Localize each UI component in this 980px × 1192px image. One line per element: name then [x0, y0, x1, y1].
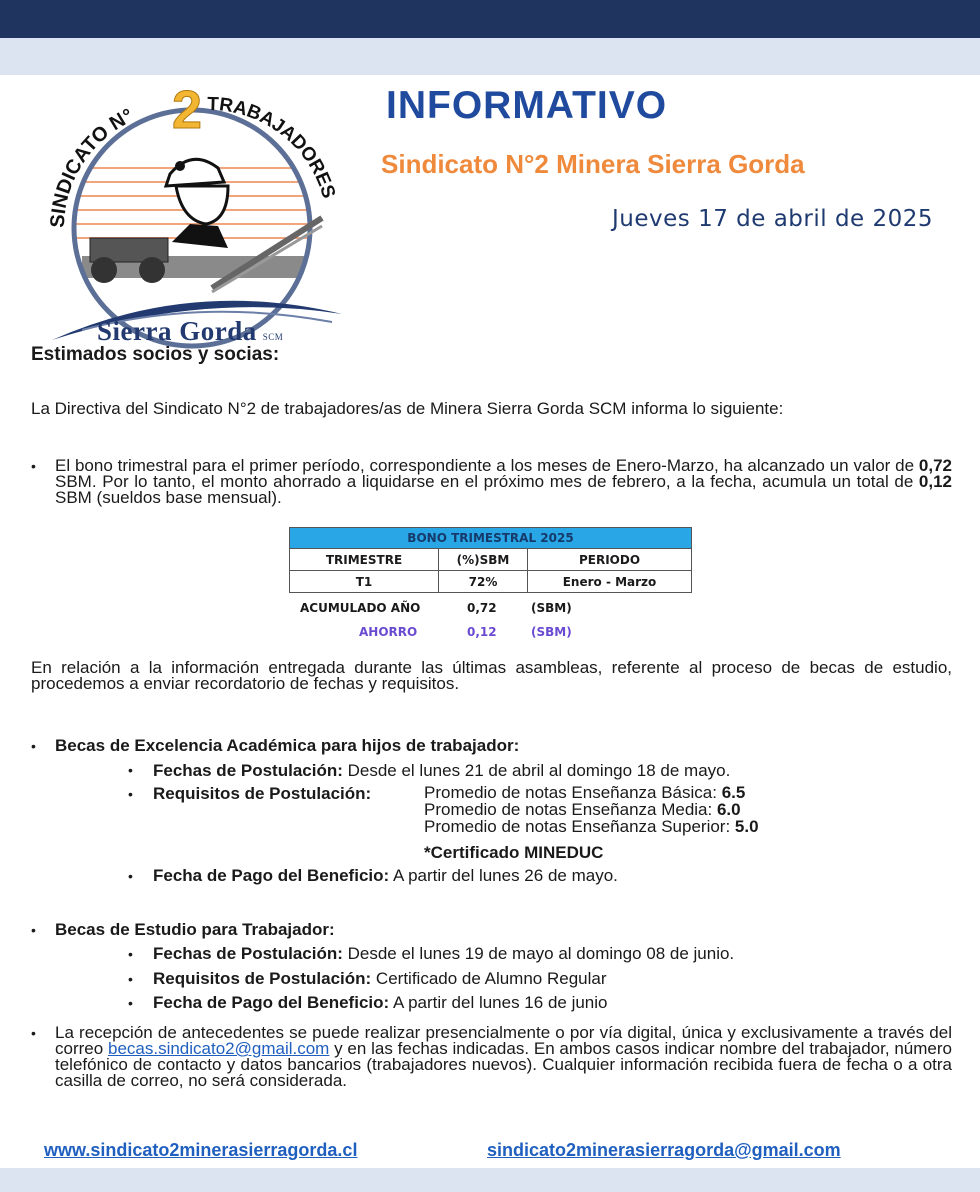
- bullet-icon: •: [31, 738, 36, 754]
- ahorro-value: 0,12: [467, 625, 497, 639]
- acumulado-label: ACUMULADO AÑO: [300, 601, 421, 615]
- bono-paragraph: El bono trimestral para el primer período, correspondiente a los meses de Enero-Marzo, ha alcanzado un valor de 0,72 SBM. Por lo tanto, el monto ahorrado a liquidarse en el próximo mes de febrero, a la fecha, acumula un total de 0,12 SBM (sueldos base mensual).: [55, 456, 952, 507]
- logo-caption: Sierra Gorda SCM: [97, 316, 284, 346]
- excelencia-req-label: Requisitos de Postulación:: [153, 784, 372, 803]
- union-logo: [42, 78, 352, 353]
- logo-number: 2: [172, 80, 203, 140]
- trabajador-title: Becas de Estudio para Trabajador:: [55, 920, 335, 939]
- acumulado-unit: (SBM): [531, 601, 572, 615]
- recepcion-paragraph: La recepción de antecedentes se puede realizar presencialmente o por vía digital, única y exclusivamente a través del correo becas.sindicato2@gmail.com y en las fechas indicadas. En ambos casos indicar nombre del trabajador, número telefónico de contacto y datos bancarios (trabajadores nuevos). Cualquier información recibida fuera de fecha o a otra casilla de correo, no será considerada.: [55, 1023, 952, 1090]
- table-header-cell: (%)SBM: [439, 549, 528, 571]
- table-header-cell: PERIODO: [528, 549, 692, 571]
- page-subtitle: Sindicato N°2 Minera Sierra Gorda: [381, 149, 805, 179]
- excelencia-req-media: Promedio de notas Enseñanza Media: 6.0: [424, 800, 741, 819]
- footer-email-link[interactable]: sindicato2minerasierragorda@gmail.com: [487, 1140, 841, 1160]
- excelencia-fechas: Fechas de Postulación: Desde el lunes 21 de abril al domingo 18 de mayo.: [153, 761, 731, 780]
- logo-arc-right: TRABAJADORES: [206, 93, 339, 201]
- table-cell: T1: [290, 571, 439, 593]
- bullet-icon: •: [31, 922, 36, 938]
- bullet-icon: •: [128, 946, 133, 962]
- bullet-icon: •: [128, 868, 133, 884]
- top-light-band: [0, 38, 980, 75]
- bullet-icon: •: [128, 786, 133, 802]
- footer-website-link[interactable]: www.sindicato2minerasierragorda.cl: [44, 1140, 358, 1160]
- table-title: BONO TRIMESTRAL 2025: [290, 528, 692, 549]
- publish-date: Jueves 17 de abril de 2025: [612, 206, 934, 232]
- becas-intro: En relación a la información entregada durante las últimas asambleas, referente al proceso de becas de estudio, procedemos a enviar recordatorio de fechas y requisitos.: [31, 658, 952, 693]
- trabajador-fechas: Fechas de Postulación: Desde el lunes 19 de mayo al domingo 08 de junio.: [153, 944, 735, 963]
- bullet-icon: •: [128, 995, 133, 1011]
- excelencia-title: Becas de Excelencia Académica para hijos de trabajador:: [55, 736, 520, 755]
- bono-table: [289, 527, 692, 593]
- becas-email-link[interactable]: becas.sindicato2@gmail.com: [107, 1039, 330, 1058]
- excelencia-pago: Fecha de Pago del Beneficio: A partir del lunes 26 de mayo.: [153, 866, 618, 885]
- excelencia-req-basica: Promedio de notas Enseñanza Básica: 6.5: [424, 783, 746, 802]
- excelencia-req-superior: Promedio de notas Enseñanza Superior: 5.0: [424, 817, 759, 836]
- bullet-icon: •: [31, 1025, 36, 1041]
- bullet-icon: •: [128, 762, 133, 778]
- ahorro-label: AHORRO: [359, 625, 418, 639]
- table-row: [290, 571, 692, 593]
- trabajador-pago: Fecha de Pago del Beneficio: A partir del lunes 16 de junio: [153, 993, 608, 1012]
- page-title: INFORMATIVO: [386, 84, 668, 127]
- greeting: Estimados socios y socias:: [31, 344, 280, 365]
- trabajador-requisitos: Requisitos de Postulación: Certificado de Alumno Regular: [153, 969, 607, 988]
- table-cell: 72%: [439, 571, 528, 593]
- table-cell: Enero - Marzo: [528, 571, 692, 593]
- bullet-icon: •: [128, 971, 133, 987]
- certificado-note: *Certificado MINEDUC: [424, 843, 604, 862]
- intro-text: La Directiva del Sindicato N°2 de trabajadores/as de Minera Sierra Gorda SCM informa lo siguiente:: [31, 399, 784, 418]
- logo-arc-left: SINDICATO N°: [46, 104, 137, 229]
- acumulado-value: 0,72: [467, 601, 497, 615]
- table-header-cell: TRIMESTRE: [290, 549, 439, 571]
- ahorro-unit: (SBM): [531, 625, 572, 639]
- bottom-light-band: [0, 1168, 980, 1192]
- top-navy-band: [0, 0, 980, 38]
- bullet-icon: •: [31, 458, 36, 474]
